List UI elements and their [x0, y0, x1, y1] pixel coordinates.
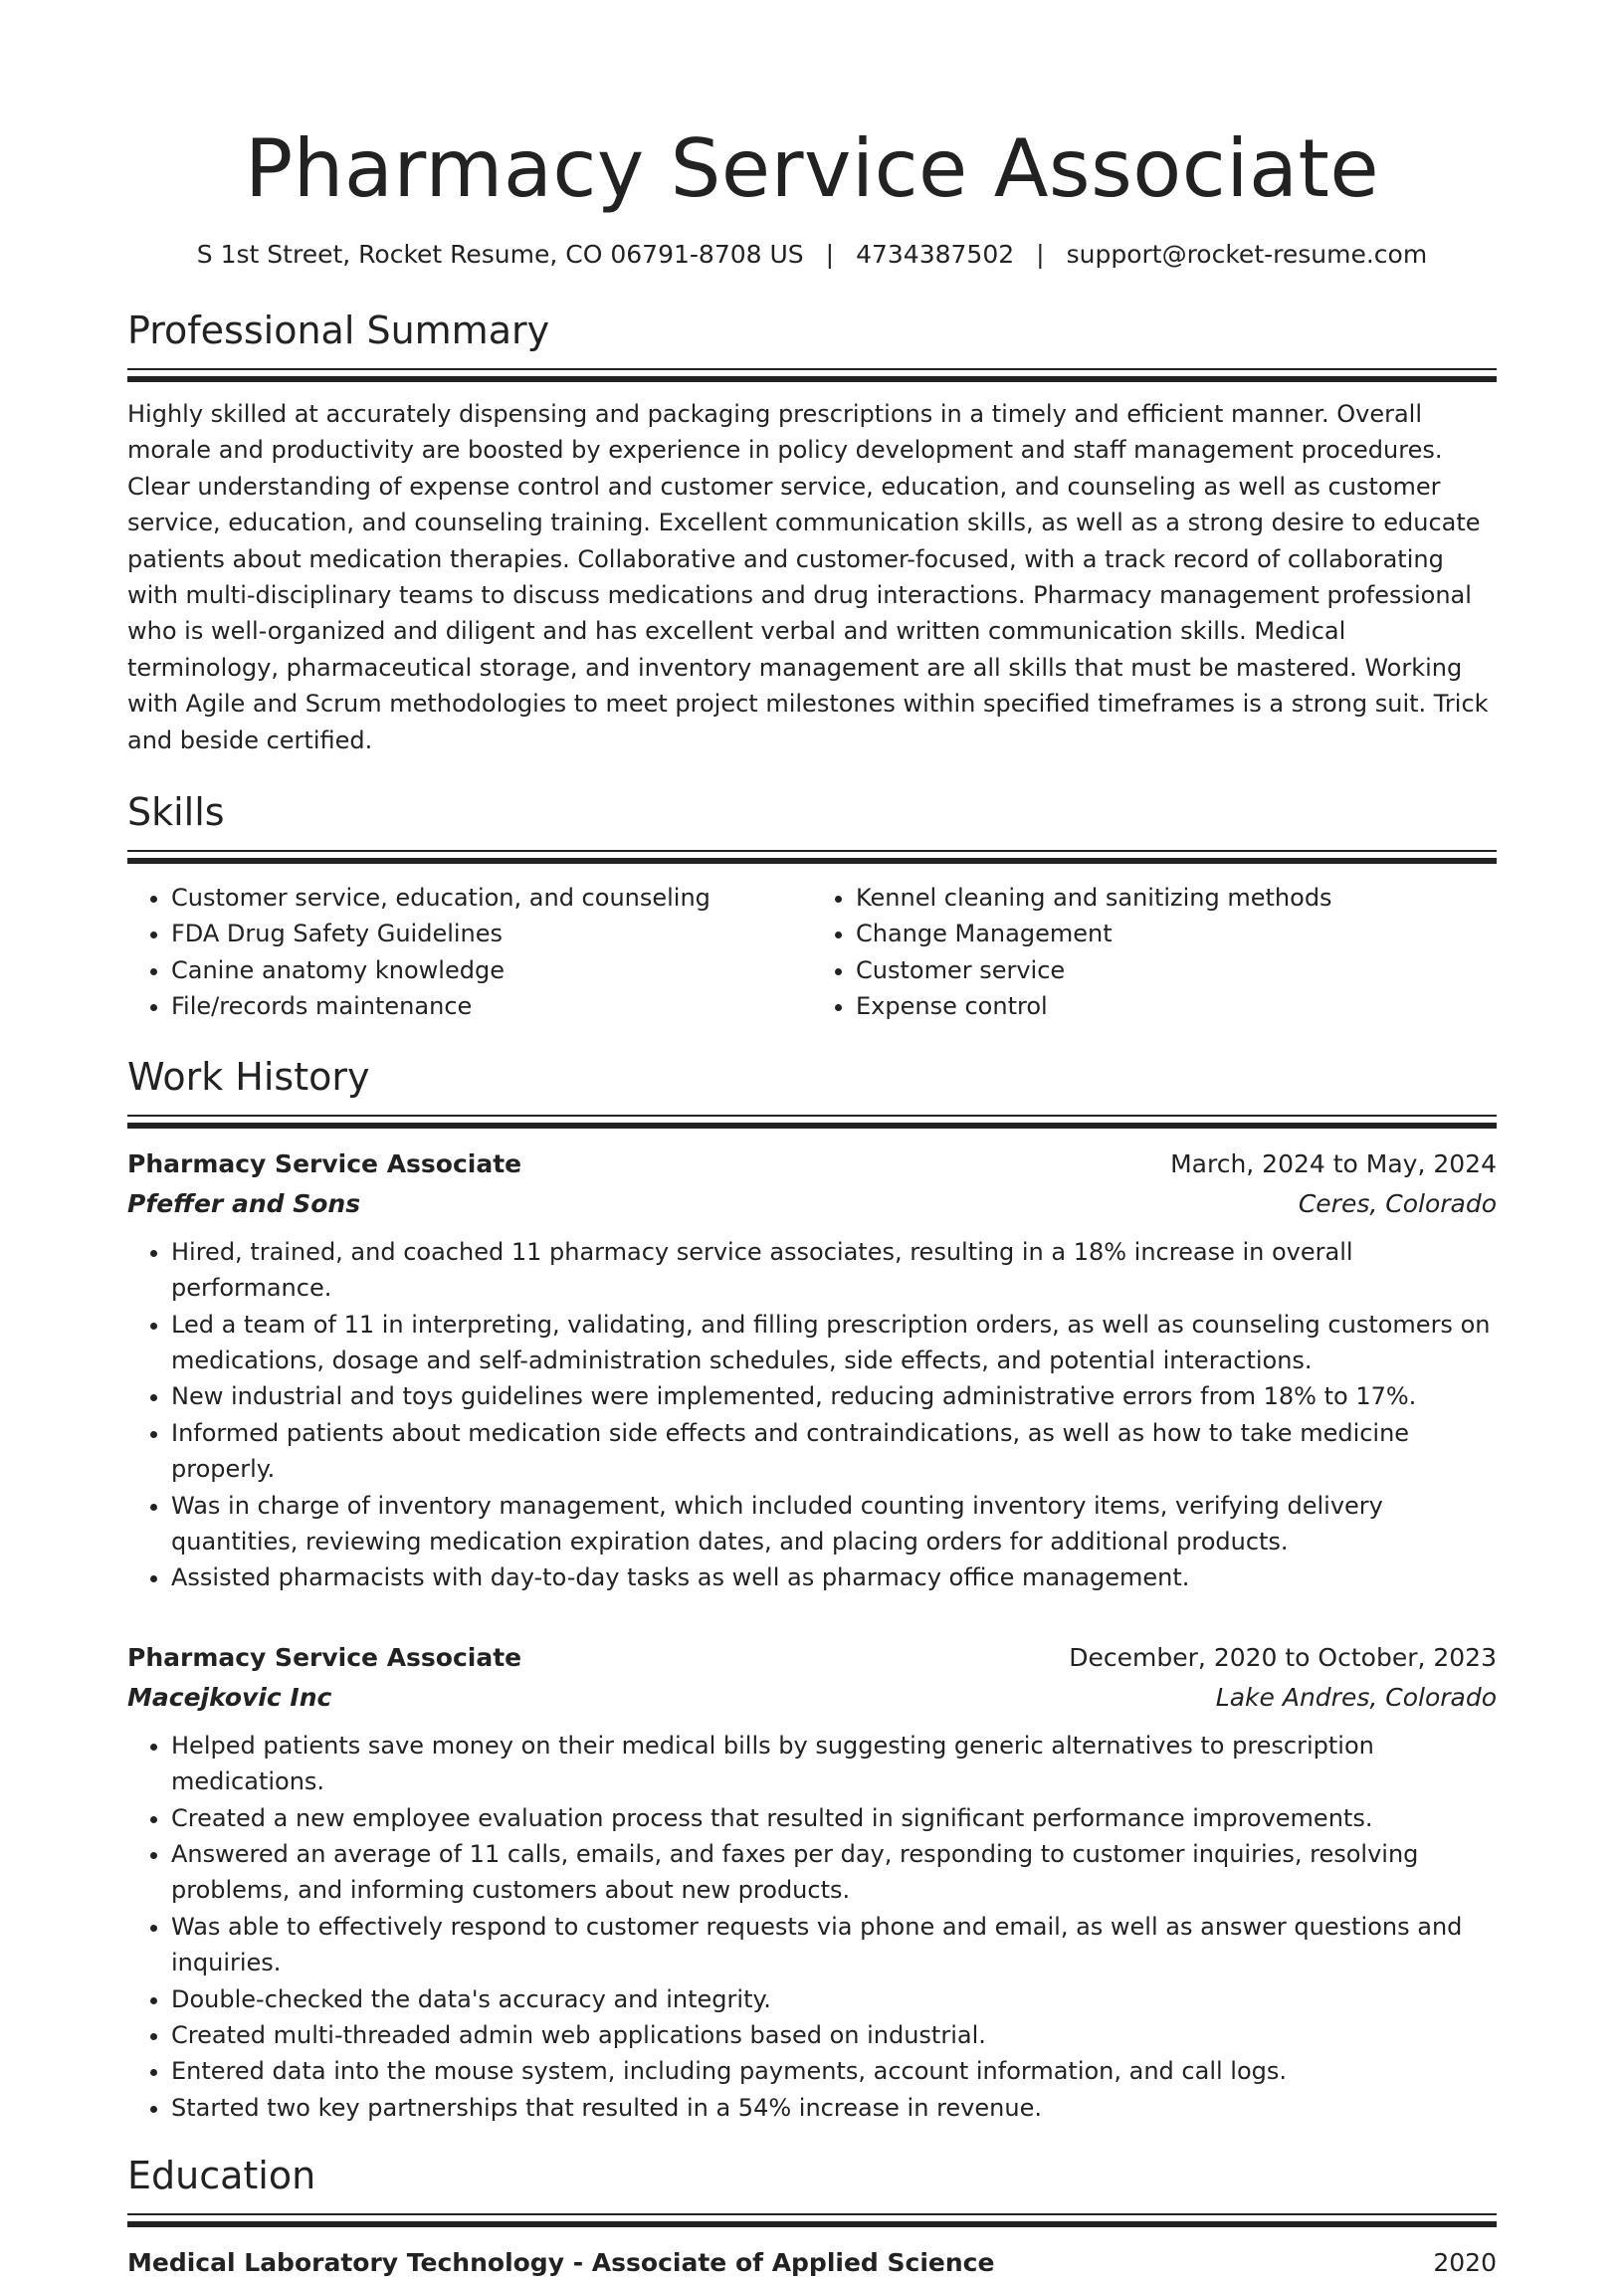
- contact-address: S 1st Street, Rocket Resume, CO 06791-8708 US: [196, 240, 804, 269]
- professional-summary-section: [127, 307, 1497, 758]
- job-bullets: [127, 1234, 1497, 1596]
- skill-item: • Kennel cleaning and sanitizing methods: [856, 880, 1497, 916]
- skill-item: • Customer service, education, and counseling: [171, 880, 812, 916]
- summary-text: Highly skilled at accurately dispensing and packaging prescriptions in a timely and efficient manner. Overall morale and productivity are boosted by experience in policy development and staff management procedures. Clear understanding of expense control and customer service, education, and counseling as well as customer service, education, and counseling training. Excellent communication skills, as well as a strong desire to educate patients about medication therapies. Collaborative and customer-focused, with a track record of collaborating with multi-disciplinary teams to discuss medications and drug interactions. Pharmacy management professional who is well-organized and diligent and has excellent verbal and written communication skills. Medical terminology, pharmaceutical storage, and inventory management are all skills that must be mastered. Working with Agile and Scrum methodologies to meet project milestones within specified timeframes is a strong suit. Trick and beside certified.: [127, 400, 1489, 754]
- job-title: Pharmacy Service Associate: [127, 1148, 522, 1178]
- work-history-section: [127, 1053, 1497, 2127]
- job-bullet: • Informed patients about medication side effects and contraindications, as well as how to take medicine properly.: [171, 1415, 1497, 1488]
- job-dates: December, 2020 to October, 2023: [1069, 1642, 1497, 1672]
- skill-item: • Customer service: [856, 952, 1497, 988]
- contact-email[interactable]: support@rocket-resume.com: [1066, 240, 1428, 269]
- job-bullet: • Hired, trained, and coached 11 pharmacy service associates, resulting in a 18% increase in overall performance.: [171, 1234, 1497, 1307]
- job-bullet: • Assisted pharmacists with day-to-day tasks as well as pharmacy office management.: [171, 1559, 1497, 1595]
- section-heading-work: Work History: [127, 1054, 370, 1099]
- job-header: [127, 1144, 1497, 1184]
- contact-separator: |: [1036, 240, 1045, 269]
- section-heading-skills: Skills: [127, 790, 225, 835]
- job-bullet: • Answered an average of 11 calls, emails, and faxes per day, responding to customer inquiries, resolving problems, and informing customers about new products.: [171, 1836, 1497, 1909]
- job-location: Ceres, Colorado: [1298, 1188, 1497, 1218]
- job-bullet: • Double-checked the data's accuracy and integrity.: [171, 1981, 1497, 2017]
- section-divider: [127, 850, 1497, 862]
- education-entry: [127, 2243, 1497, 2283]
- job-bullet: • Entered data into the mouse system, including payments, account information, and call logs.: [171, 2053, 1497, 2089]
- section-heading-education: Education: [127, 2154, 316, 2198]
- job-entry: [127, 1144, 1497, 1596]
- job-subheader: [127, 1184, 1497, 1224]
- education-section: [127, 2152, 1497, 2283]
- education-degree: Medical Laboratory Technology - Associate of Applied Science: [127, 2248, 995, 2278]
- job-subheader: [127, 1678, 1497, 1718]
- job-bullet: • New industrial and toys guidelines were implemented, reducing administrative errors from 18% to 17%.: [171, 1378, 1497, 1414]
- contact-separator: |: [825, 240, 835, 269]
- job-company: Macejkovic Inc: [127, 1682, 332, 1712]
- section-heading-summary: Professional Summary: [127, 309, 550, 352]
- skills-list-right: [812, 880, 1497, 1025]
- skills-section: [127, 788, 1497, 1025]
- job-bullets: [127, 1728, 1497, 2126]
- job-bullet: • Created multi-threaded admin web applications based on industrial.: [171, 2017, 1497, 2053]
- job-title: Pharmacy Service Associate: [127, 1642, 522, 1672]
- section-divider: [127, 1115, 1497, 1127]
- job-entry: [127, 1638, 1497, 2126]
- contact-line: [127, 239, 1497, 271]
- education-year: 2020: [1433, 2248, 1497, 2278]
- skill-item: • Canine anatomy knowledge: [171, 952, 812, 988]
- skill-item: • Change Management: [856, 916, 1497, 951]
- skill-item: • FDA Drug Safety Guidelines: [171, 916, 812, 951]
- job-bullet: • Was able to effectively respond to customer requests via phone and email, as well as answer questions and inquiries.: [171, 1909, 1497, 1981]
- resume-title: Pharmacy Service Associate: [244, 122, 1380, 215]
- section-divider: [127, 2213, 1497, 2225]
- skill-item: • Expense control: [856, 988, 1497, 1024]
- job-bullet: • Started two key partnerships that resulted in a 54% increase in revenue.: [171, 2090, 1497, 2126]
- resume-page: [0, 121, 1624, 2278]
- job-bullet: • Helped patients save money on their medical bills by suggesting generic alternatives to prescription medications.: [171, 1728, 1497, 1800]
- skill-item: • File/records maintenance: [171, 988, 812, 1024]
- job-header: [127, 1638, 1497, 1678]
- job-dates: March, 2024 to May, 2024: [1170, 1148, 1497, 1178]
- job-bullet: • Led a team of 11 in interpreting, validating, and filling prescription orders, as well as counseling customers on medications, dosage and self-administration schedules, side effects, and potential interactions.: [171, 1307, 1497, 1379]
- skills-columns: [127, 880, 1497, 1025]
- job-bullet: • Created a new employee evaluation process that resulted in significant performance improvements.: [171, 1800, 1497, 1836]
- skills-list-left: [127, 880, 812, 1025]
- section-divider: [127, 368, 1497, 380]
- contact-phone[interactable]: 4734387502: [856, 240, 1015, 269]
- job-bullet: • Was in charge of inventory management, which included counting inventory items, verifying delivery quantities, reviewing medication expiration dates, and placing orders for additional products.: [171, 1488, 1497, 1560]
- job-location: Lake Andres, Colorado: [1215, 1682, 1497, 1712]
- job-company: Pfeffer and Sons: [127, 1188, 361, 1218]
